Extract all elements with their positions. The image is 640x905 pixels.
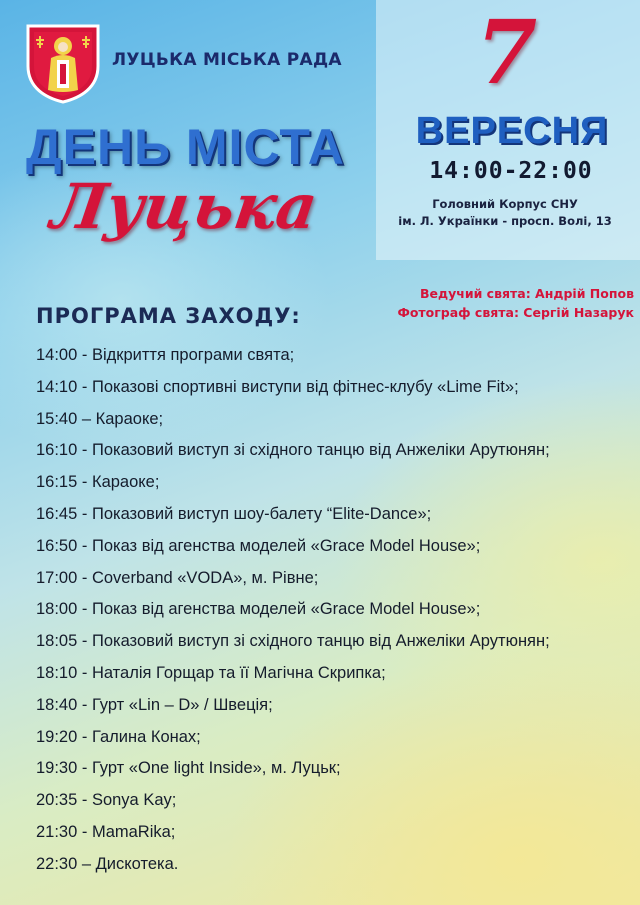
schedule-item: 16:15 - Караоке; (36, 473, 160, 492)
schedule-item: 18:40 - Гурт «Lin – D» / Швеція; (36, 695, 273, 714)
event-venue (380, 196, 630, 230)
schedule-item: 14:10 - Показові спортивні виступи від фітнес-клубу «Lime Fit»; (36, 377, 519, 396)
council-name: ЛУЦЬКА МІСЬКА РАДА (112, 50, 342, 70)
schedule-item: 17:00 - Coverband «VODA», м. Рівне; (36, 568, 319, 587)
venue-line-2: ім. Л. Українки - просп. Волі, 13 (398, 214, 612, 228)
event-day: 7 (476, 0, 538, 104)
schedule-item: 21:30 - MamaRika; (36, 822, 176, 841)
program-title: ПРОГРАМА ЗАХОДУ: (36, 304, 301, 328)
schedule-item: 16:45 - Показовий виступ шоу-балету “Elite-Dance»; (36, 504, 432, 523)
schedule-item: 19:30 - Гурт «One light Inside», м. Луцьк; (36, 759, 341, 778)
schedule-item: 18:10 - Наталія Горщар та її Магічна Скрипка; (36, 663, 386, 682)
schedule-item: 18:00 - Показ від агенства моделей «Grace Model House»; (36, 600, 481, 619)
event-time: 14:00-22:00 (429, 158, 593, 184)
venue-line-1: Головний Корпус СНУ (432, 197, 578, 211)
program-schedule (36, 346, 636, 887)
schedule-item: 20:35 - Sonya Kay; (36, 791, 177, 810)
title-city-name: Луцька (46, 170, 322, 243)
event-credits (376, 284, 634, 322)
schedule-item: 16:10 - Показовий виступ зі східного танцю від Анжеліки Арутюнян; (36, 441, 550, 460)
event-month: ВЕРЕСНЯ (415, 110, 609, 152)
lutsk-coat-of-arms-icon (24, 22, 102, 104)
schedule-item: 18:05 - Показовий виступ зі східного танцю від Анжеліки Арутюнян; (36, 632, 550, 651)
schedule-item: 22:30 – Дискотека. (36, 854, 179, 873)
title-city-day: ДЕНЬ МІСТА (26, 119, 345, 175)
schedule-item: 15:40 – Караоке; (36, 409, 164, 428)
photographer-credit: Фотограф свята: Сергій Назарук (397, 305, 634, 320)
schedule-item: 19:20 - Галина Конах; (36, 727, 201, 746)
host-credit: Ведучий свята: Андрій Попов (419, 286, 634, 301)
schedule-item: 14:00 - Відкриття програми свята; (36, 346, 295, 364)
schedule-item: 16:50 - Показ від агенства моделей «Grace Model House»; (36, 536, 481, 555)
